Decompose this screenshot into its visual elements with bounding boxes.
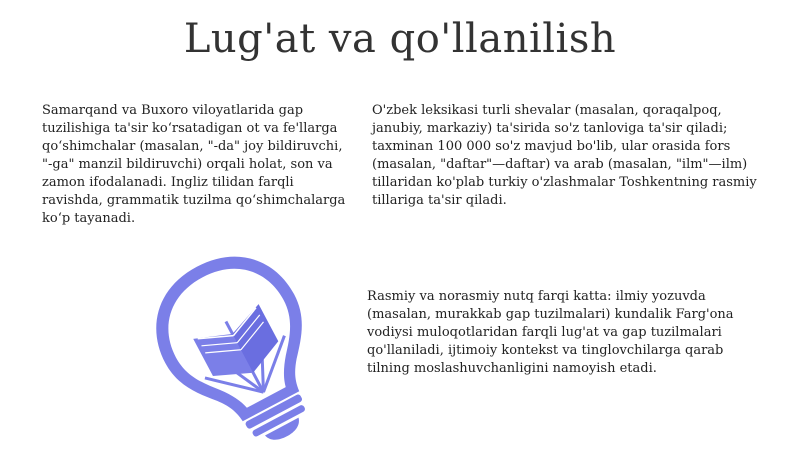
lightbulb-book-icon [145,248,335,448]
paragraph-grammar: Samarqand va Buxoro viloyatlarida gap tuzilishiga ta'sir ko‘rsatadigan ot va fe'llarga qo‘shimchalar (masalan, "-da" joy bildiruvchi, "-ga" manzil bildiruvchi) orqali holat, son va zamon ifodalanadi. Ingliz tilidan farqli ravishda, grammatik tuzilma qo‘shimchalarga ko‘p tayanadi. [42,103,346,226]
slide-title: Lug'at va qo'llanilish [183,16,617,62]
paragraph-register: Rasmiy va norasmiy nutq farqi katta: ilmiy yozuvda (masalan, murakkab gap tuzilmalari) kundalik Farg'ona vodiysi muloqotlaridan farqli lug'at va gap tuzilmalari qo'llaniladi, ijtimoiy kontekst va tinglovchilarga qarab tilning moslashuvchanligini namoyish etadi. [367,289,734,376]
paragraph-lexicon: O'zbek leksikasi turli shevalar (masalan, qoraqalpoq, janubiy, markaziy) ta'sirida so'z tanloviga ta'sir qiladi; taxminan 100 000 so'z mavjud bo'lib, ular orasida fors (masalan, "daftar"—daftar) va arab (masalan, "ilm"—ilm) tillaridan ko'plab turkiy o'zlashmalar Toshkentning rasmiy tillariga ta'sir qiladi. [372,103,757,208]
